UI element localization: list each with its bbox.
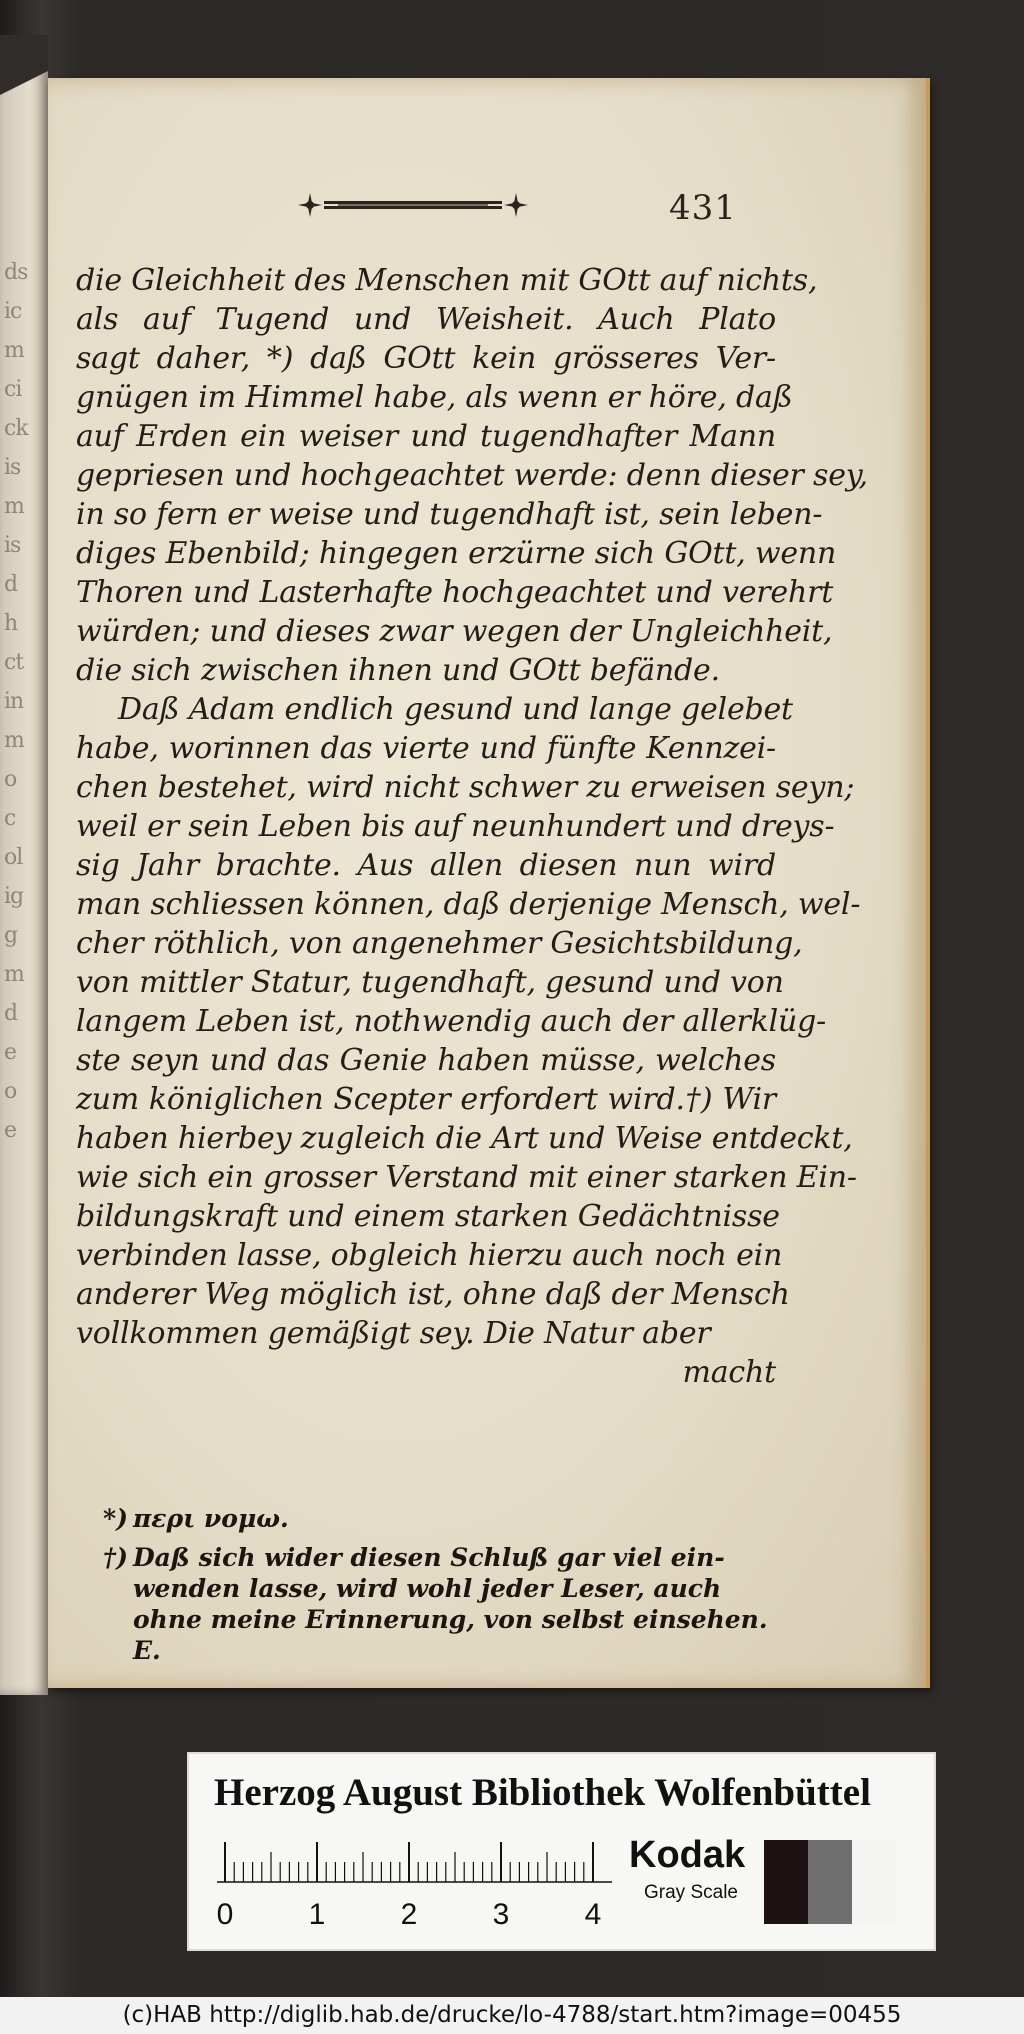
text-line: auf Erden ein weiser und tugendhafter Mann — [76, 419, 776, 454]
facing-page-text-fragment: in — [4, 689, 24, 714]
facing-page-text-fragment: m — [4, 962, 24, 987]
gray-swatch — [764, 1840, 808, 1924]
kodak-logo: Kodak — [629, 1834, 746, 1876]
text-line: Thoren und Lasterhafte hochgeachtet und verehrt — [76, 575, 834, 610]
facing-page-text-fragment: o — [4, 1079, 17, 1104]
facing-page-text-fragment: ic — [4, 299, 22, 324]
text-line: sig Jahr brachte. Aus allen diesen nun wird — [76, 848, 776, 883]
facing-page-text-fragment: d — [4, 1001, 18, 1026]
facing-page-text-fragment: ol — [4, 845, 23, 870]
footnotes — [103, 1503, 783, 1674]
text-line: ste seyn und das Genie haben müsse, welches — [76, 1043, 776, 1078]
text-line: diges Ebenbild; hingegen erzürne sich GOtt, wenn — [76, 536, 837, 571]
text-line: zum königlichen Scepter erfordert wird.†) Wir — [76, 1082, 776, 1117]
footnote-text: Daß sich wider diesen Schluß gar viel ein-wenden lasse, wird wohl jeder Leser, auch ohne meine Erinnerung, von selbst einsehen. E. — [133, 1543, 768, 1665]
facing-page-text-fragment: ci — [4, 377, 22, 402]
facing-page-text-fragment: is — [4, 455, 21, 480]
text-line: langem Leben ist, nothwendig auch der allerklüg- — [76, 1004, 827, 1039]
facing-page-text-fragment: ds — [4, 260, 28, 285]
facing-page-text-fragment: is — [4, 533, 21, 558]
text-line: vollkommen gemäßigt sey. Die Natur aber — [76, 1316, 711, 1351]
text-line: chen bestehet, wird nicht schwer zu erweisen seyn; — [76, 770, 855, 805]
facing-page-text-fragment: m — [4, 494, 24, 519]
catchword: macht — [682, 1355, 776, 1390]
gray-scale-swatches — [764, 1840, 896, 1924]
text-line: bildungskraft und einem starken Gedächtnisse — [76, 1199, 780, 1234]
text-line: cher röthlich, von angenehmer Gesichtsbildung, — [76, 926, 803, 961]
text-line: die sich zwischen ihnen und GOtt befände. — [76, 653, 720, 688]
header-ornament — [298, 190, 528, 220]
ruler-label: 1 — [308, 1898, 326, 1931]
text-line: von mittler Statur, tugendhaft, gesund und von — [76, 965, 784, 1000]
footnote-mark: †) — [103, 1543, 128, 1572]
gray-swatch — [808, 1840, 852, 1924]
gray-swatch — [852, 1840, 896, 1924]
text-line: weil er sein Leben bis auf neunhundert und dreys- — [76, 809, 835, 844]
facing-page-fragment — [0, 55, 48, 1695]
text-line: in so fern er weise und tugendhaft ist, sein leben- — [76, 497, 823, 532]
page-number: 431 — [669, 188, 737, 228]
text-line: die Gleichheit des Menschen mit GOtt auf nichts, — [76, 263, 818, 298]
text-line: verbinden lasse, obgleich hierzu auch noch ein — [76, 1238, 783, 1273]
ruler-label: 3 — [492, 1898, 510, 1931]
facing-page-text-fragment: g — [4, 923, 18, 948]
footnote — [103, 1503, 783, 1534]
facing-page-text-fragment: e — [4, 1118, 17, 1143]
text-line: sagt daher, *) daß GOtt kein grösseres Ver- — [76, 341, 776, 376]
text-line: habe, worinnen das vierte und fünfte Kennzei- — [76, 731, 776, 766]
body-text — [76, 261, 868, 1392]
footnote-text: περι νομω. — [133, 1504, 289, 1533]
text-line: gnügen im Himmel habe, als wenn er höre, daß — [76, 380, 793, 415]
facing-page-text-fragment: ig — [4, 884, 24, 909]
text-line: würden; und dieses zwar wegen der Ungleichheit, — [76, 614, 833, 649]
facing-page-text-fragment: m — [4, 338, 24, 363]
footnote-mark: *) — [103, 1504, 128, 1533]
facing-page-text-fragment: h — [4, 611, 18, 636]
text-line: wie sich ein grosser Verstand mit einer starken Ein- — [76, 1160, 857, 1195]
source-url-bar[interactable]: (c)HAB http://diglib.hab.de/drucke/lo-4788/start.htm?image=00455 — [0, 1997, 1024, 2034]
text-line: anderer Weg möglich ist, ohne daß der Mensch — [76, 1277, 790, 1312]
facing-page-text-fragment: ck — [4, 416, 28, 441]
ruler-label: 2 — [400, 1898, 418, 1931]
torn-corner — [0, 35, 48, 95]
text-line: man schliessen können, daß derjenige Mensch, wel- — [76, 887, 861, 922]
facing-page-text-fragment: o — [4, 767, 17, 792]
ruler-label: 0 — [216, 1898, 234, 1931]
gray-scale-label: Gray Scale — [644, 1882, 738, 1903]
measurement-ruler — [217, 1842, 617, 1942]
facing-page-text-fragment: ct — [4, 650, 24, 675]
book-page — [48, 78, 930, 1688]
color-target-card — [187, 1752, 936, 1951]
library-name: Herzog August Bibliothek Wolfenbüttel — [214, 1771, 871, 1814]
page-header — [48, 180, 926, 240]
text-line: Daß Adam endlich gesund und lange gelebet — [118, 692, 793, 727]
text-line: gepriesen und hochgeachtet werde: denn dieser sey, — [76, 458, 868, 493]
text-line: haben hierbey zugleich die Art und Weise entdeckt, — [76, 1121, 853, 1156]
footnote — [103, 1542, 783, 1666]
facing-page-text-fragment: m — [4, 728, 24, 753]
text-line: als auf Tugend und Weisheit. Auch Plato — [76, 302, 776, 337]
facing-page-text-fragment: d — [4, 572, 18, 597]
facing-page-text-fragment: e — [4, 1040, 17, 1065]
facing-page-text-fragment: c — [4, 806, 16, 831]
ruler-label: 4 — [584, 1898, 602, 1931]
